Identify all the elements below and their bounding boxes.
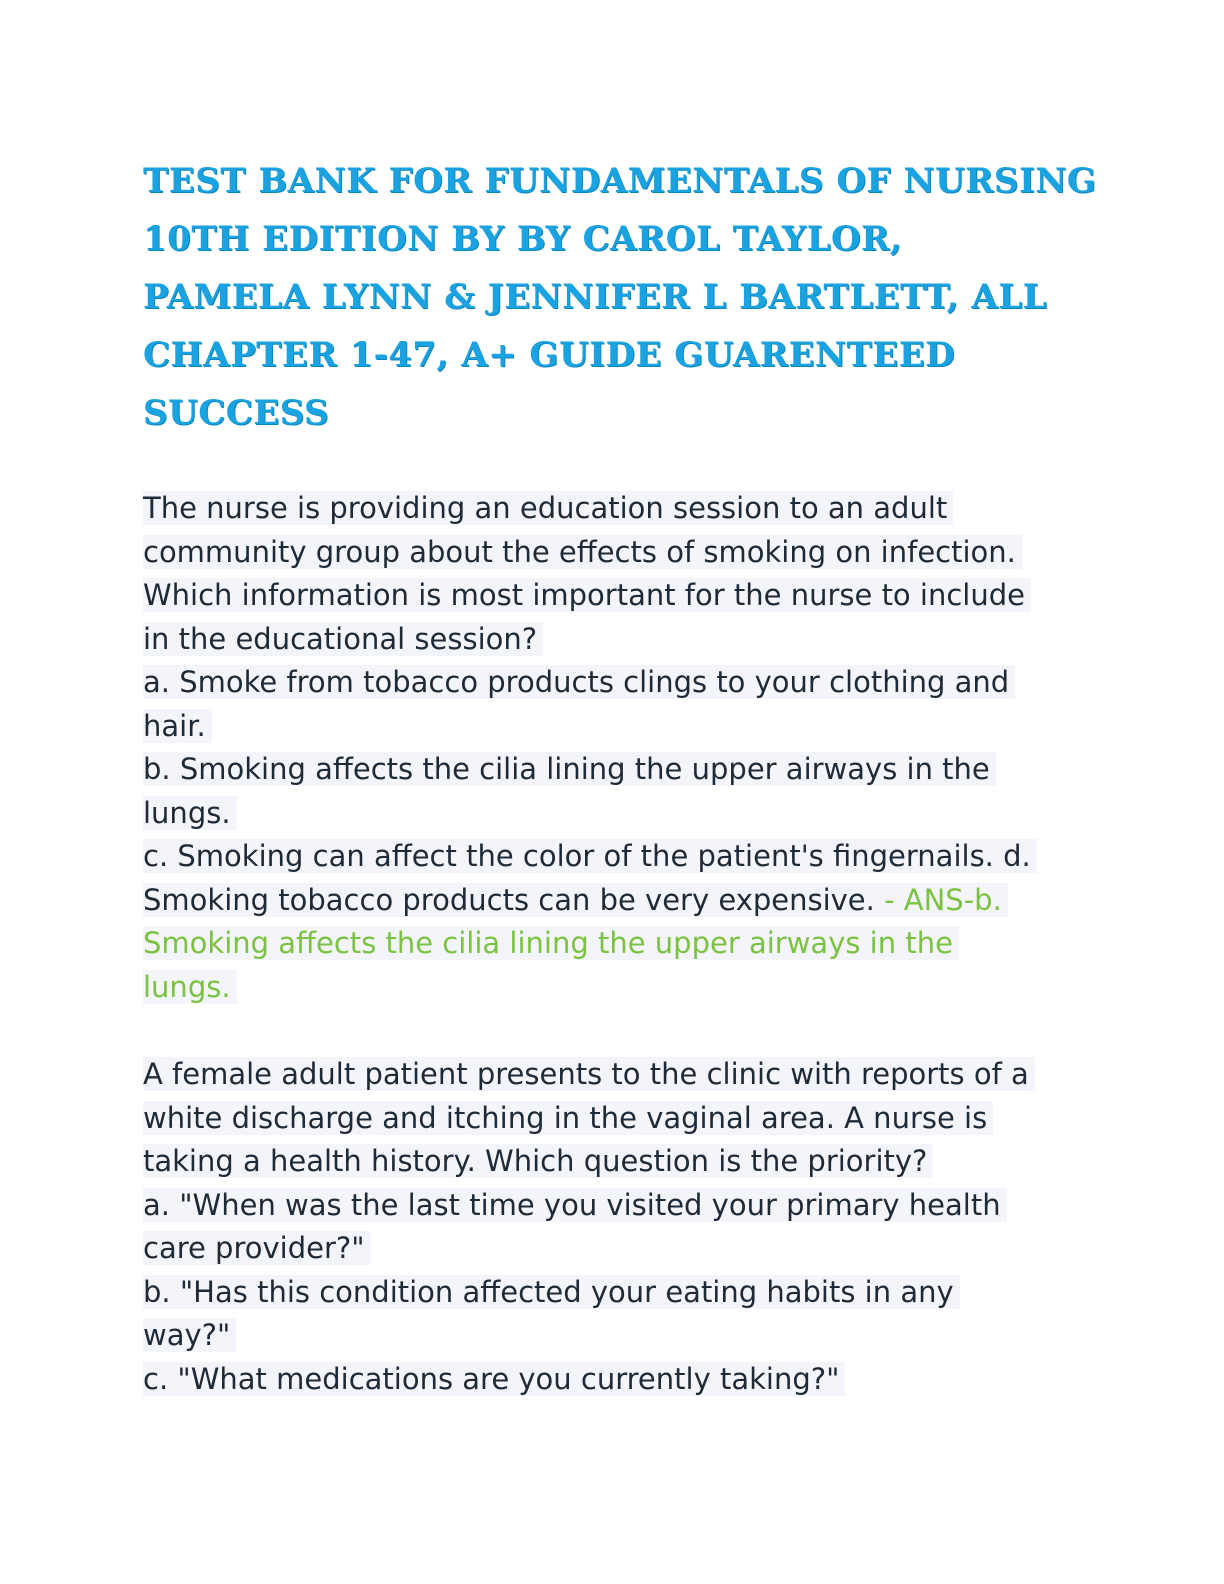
question-1 (143, 487, 1083, 1009)
title-line: CHAPTER 1-47, A+ GUIDE GUARENTEED (143, 335, 956, 375)
title-line: PAMELA LYNN & JENNIFER L BARTLETT, ALL (143, 277, 1048, 317)
title-line: SUCCESS (143, 393, 330, 433)
option-a: a. "When was the last time you visited your primary health (143, 1184, 1083, 1228)
question-1-line: Which information is most important for the nurse to include (143, 574, 1083, 618)
option-c-d: c. Smoking can affect the color of the patient's fingernails. d. (143, 835, 1083, 879)
option-d-with-answer (143, 879, 1083, 923)
question-1-line: The nurse is providing an education session to an adult (143, 487, 1083, 531)
question-1-line: community group about the effects of smoking on infection. (143, 531, 1083, 575)
option-b: b. Smoking affects the cilia lining the upper airways in the (143, 748, 1083, 792)
option-b: b. "Has this condition affected your eating habits in any (143, 1271, 1083, 1315)
title-line: TEST BANK FOR FUNDAMENTALS OF NURSING (143, 161, 1097, 201)
question-2 (143, 1053, 1083, 1401)
option-b-cont: lungs. (143, 792, 1083, 836)
answer-text: lungs. (143, 966, 1083, 1010)
option-b-cont: way?" (143, 1314, 1083, 1358)
option-a-cont: care provider?" (143, 1227, 1083, 1271)
option-d-text: Smoking tobacco products can be very expensive. (143, 882, 885, 917)
title-line: 10TH EDITION BY BY CAROL TAYLOR, (143, 219, 903, 259)
option-c: c. "What medications are you currently taking?" (143, 1358, 1083, 1402)
answer-key: - ANS-b. (884, 882, 1002, 917)
question-1-line: in the educational session? (143, 618, 1083, 662)
document-title (143, 152, 1103, 442)
option-a-cont: hair. (143, 705, 1083, 749)
option-a: a. Smoke from tobacco products clings to your clothing and (143, 661, 1083, 705)
question-2-line: A female adult patient presents to the clinic with reports of a (143, 1053, 1083, 1097)
question-2-line: white discharge and itching in the vaginal area. A nurse is (143, 1097, 1083, 1141)
answer-text: Smoking affects the cilia lining the upper airways in the (143, 922, 1083, 966)
question-2-line: taking a health history. Which question is the priority? (143, 1140, 1083, 1184)
